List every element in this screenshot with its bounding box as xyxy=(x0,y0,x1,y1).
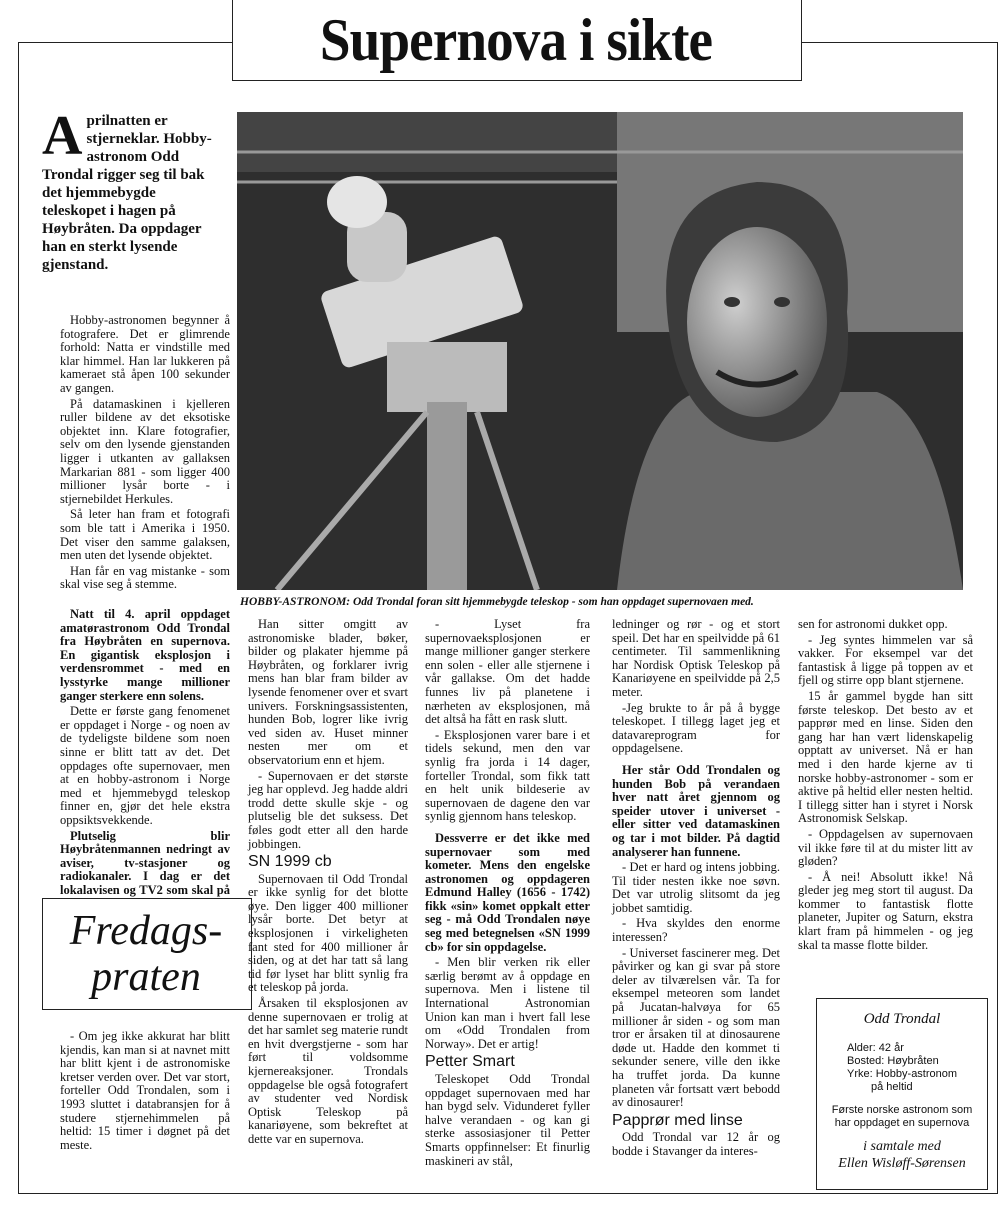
column-1c xyxy=(60,1030,230,1154)
paragraph: Supernovaen til Odd Trondal er ikke synlig for det blotte øye. Den ligger 400 millioner lysår borte. Det betyr at eksplosjonen i virkeligheten fant sted for 400 millioner år siden, og at det har tatt så lang tid før lyset har blitt synlig fra et teleskop på jorda. xyxy=(248,871,408,995)
paragraph: Teleskopet Odd Trondal oppdaget supernovaen med har han bygd selv. Vidunderet fyller halve verandaen - og kan gi sterke assosiasjoner til Petter Smarts oppfinnelser: Et finurlig maskineri av stål, xyxy=(425,1072,590,1168)
paragraph: - Å nei! Absolutt ikke! Nå gleder jeg meg stort til august. Da kommer to fantastisk flotte planeter, Jupiter og Saturn, ekstra klart fram på himmelen - og jeg skal ta masse flotte bilder. xyxy=(798,869,973,952)
headline: Supernova i sikte xyxy=(319,7,713,73)
info-row: Alder: 42 år xyxy=(847,1042,904,1054)
column-1 xyxy=(60,314,230,594)
paragraph: - Oppdagelsen av supernovaen vil ikke føre til at du mister litt av gløden? xyxy=(798,826,973,869)
paragraph: ledninger og rør - og et stort speil. Det har en speilvidde på 61 centimeter. Til sammenlikning har Nordisk Optisk Teleskop på Kanariøyene en speilvidde på 2,5 meter. xyxy=(612,617,780,699)
info-row: Bosted: Høybråten xyxy=(847,1055,939,1067)
lead-paragraph xyxy=(42,105,222,274)
paragraph: - Men blir verken rik eller særlig berømt av å oppdage en supernova. Men i listene til International Astronomian Union kan man i hvert fall lese om «Odd Trondalen from Norway». Det er artig! xyxy=(425,955,590,1051)
paragraph: Her står Odd Trondalen og hunden Bob på verandaen hver natt året gjennom og speider utover i universet - eller sitter ved datamaskinen og tar i mot bilder. På dagtid analyserer han funnene. xyxy=(612,762,780,859)
info-interview xyxy=(817,1138,987,1172)
column-5 xyxy=(798,618,973,954)
column-4 xyxy=(612,618,780,1161)
column-1b xyxy=(60,608,230,913)
paragraph: - Universet fascinerer meg. Det påvirker og kan gi svar på store deler av tilværelsen vår. Ta for eksempel meteoren som landet på Jucatan-halvøya for 65 millioner år siden - og som man tror er årsaken til at dinosaurene døde ut. Hadde den kommet ti sekunder senere, ville den ikke ha truffet jorda. Da kunne planeten vår fortsatt vært bebodd av dinosaurer! xyxy=(612,945,780,1110)
info-row: på heltid xyxy=(871,1081,913,1093)
paragraph: Hobby-astronomen begynner å fotografere. Det er glimrende forhold: Natta er vindstille med klar himmel. Han lar lukkeren på kameraet stå åpen 100 sekunder av gangen. xyxy=(60,313,230,395)
column-3 xyxy=(425,618,590,1170)
paragraph: Så leter han fram et fotografi som ble tatt i Amerika i 1950. Det viser den samme galaksen, men uten det lysende objektet. xyxy=(60,507,230,563)
info-name: Odd Trondal xyxy=(863,1011,941,1027)
fredags-line2: praten xyxy=(91,954,201,1000)
drop-cap: A xyxy=(42,105,83,167)
paragraph: - Eksplosjonen varer bare i et tidels sekund, men den var synlig fra jorda i 14 dager, forteller Trondal, som fikk tatt en helt unik bildeserie av supernovaen de dagene den var synlig gjennom hans teleskop. xyxy=(425,727,590,824)
paragraph: Natt til 4. april oppdaget amatørastronom Odd Trondal fra Høybråten en supernova. En gigantisk eksplosjon i verdensrommet - med en lysstyrke mange millioner ganger sterkere enn solens. xyxy=(60,607,230,703)
info-talk-2: Ellen Wisløff-Sørensen xyxy=(838,1156,966,1171)
paragraph: - Jeg syntes himmelen var så vakker. For eksempel var det fantastisk å ligge på toppen av et fjell og stirre opp blant stjernene. xyxy=(798,632,973,688)
paragraph: Han får en vag mistanke - som skal vise seg å stemme. xyxy=(60,563,230,592)
paragraph: 15 år gammel bygde han sitt første teleskop. Det besto av et papprør med en linse. Siden den gang har han vært lidenskapelig opptatt av universet. Nå er han med i den harde kjerne av ti norske hobby-astronomer - som er aktive på heltid eller nesten heltid. I tillegg sitter han i styret i Norsk Astronomisk Selskap. xyxy=(798,688,973,826)
caption-text: Odd Trondal foran sitt hjemmebygde teleskop - som han oppdaget supernovaen med. xyxy=(350,596,754,608)
paragraph: - Om jeg ikke akkurat har blitt kjendis, kan man si at navnet mitt har blitt kjent i de astronomiske kretser verden over. Det var stort, forteller Odd Trondalen, som i 1993 sluttet i databransjen for å studere stjernehimmelen på heltid: 15 timer i døgnet på det meste. xyxy=(60,1029,230,1152)
paragraph: - Lyset fra supernovaeksplosjonen er mange millioner ganger sterkere enn solen - eller alle stjernene i vår gallakse. Om det hadde funnes liv på planetene i nærheten av eksplosjonen, må det altså ha fått en rask slutt. xyxy=(425,617,590,727)
paragraph: sen for astronomi dukket opp. xyxy=(798,617,948,631)
paragraph: Årsaken til eksplosjonen av denne supernovaen er trolig at det har samlet seg materie rundt en hvit dvergstjerne - som har ført til voldsomme kjernereaksjoner. Trondals oppdagelse ble også fotografert av studenter ved Nordisk Optisk Teleskop på kanariøyene, som bekreftet at dette var en supernova. xyxy=(248,996,409,1146)
caption-label: HOBBY-ASTRONOM: xyxy=(240,596,351,608)
subheading-petter-smart: Petter Smart xyxy=(425,1053,515,1071)
paragraph: Dette er første gang fenomenet er oppdaget i Norge - og noen av de tydeligste bildene som noen sinne er blitt tatt av det. Det oppdages ofte supernovaer, men at en hobby-astronom i Norge med et hjemmebygd teleskop finner en, gjør det hele ekstra oppsiktsvekkende. xyxy=(60,704,230,827)
info-description: Første norske astronom som har oppdaget en supernova xyxy=(831,1104,973,1129)
paragraph: Odd Trondal var 12 år og bodde i Stavanger da interes- xyxy=(612,1130,780,1158)
photo-illustration xyxy=(237,112,963,590)
paragraph: - Supernovaen er det største jeg har opplevd. Jeg hadde aldri trodd dette skulle skje - og plutselig ble det suksess. Det føles godt etter all den harde jobbingen. xyxy=(248,768,408,851)
paragraph: - Det er hard og intens jobbing. Til tider nesten ikke noe søvn. Det var utrolig slitsomt da jeg jobbet samtidig. xyxy=(612,860,780,915)
fredags-line1: Fredags- xyxy=(69,908,223,954)
lead-text: prilnatten er stjerneklar. Hobby-astronom Odd Trondal rigger seg til bak det hjemmebygde teleskopet i hagen på Høybråten. Da oppdager han en sterkt lysende gjenstand. xyxy=(42,113,212,273)
paragraph: -Jeg brukte to år på å bygge teleskopet. I tillegg laget jeg et datavareprogram for oppdagelsene. xyxy=(612,700,780,756)
info-talk-1: i samtale med xyxy=(863,1139,941,1154)
photo-astronom-telescope xyxy=(237,112,963,590)
subheading-papprør: Papprør med linse xyxy=(612,1111,743,1129)
paragraph: Plutselig blir Høybråtenmannen nedringt av aviser, tv-stasjoner og radiokanaler. I dag er det lokalavisen og TV2 som skal på xyxy=(60,828,230,897)
photo-caption xyxy=(240,596,960,608)
info-facts xyxy=(847,1042,987,1094)
fredagspraten-logo xyxy=(42,908,250,1000)
paragraph: Dessverre er det ikke med supernovaer som med kometer. Mens den engelske astronomen og oppdageren Edmund Halley (1656 - 1742) fikk «sin» komet oppkalt etter seg - må Odd Trondalen nøye seg med betegnelsen «SN 1999 cb» for sin oppdagelse. xyxy=(425,830,590,954)
info-box xyxy=(816,998,988,1190)
paragraph: - Hva skyldes den enorme interessen? xyxy=(612,916,780,945)
info-row: Yrke: Hobby-astronom xyxy=(847,1068,958,1080)
subheading-sn1999cb: SN 1999 cb xyxy=(248,853,332,871)
paragraph: Han sitter omgitt av astronomiske blader, bøker, bilder og plakater hjemme på Høybråten, og forklarer ivrig mens han blar fram bilder av lysende fenomener over et svart univers. Forskningsassistenten, hunden Bob, logrer like ivrig ved siden av. Huset minner nesten mer om et observatorium enn et hjem. xyxy=(248,617,408,767)
column-2 xyxy=(248,618,408,1149)
paragraph: På datamaskinen i kjelleren ruller bildene av det eksotiske objektet inn. Klare fotografier, selv om den lysende gjenstanden ligger i utkanten av gallaksen Markarian 881 - som ligger 400 millioner lysår borte - i stjernebildet Herkules. xyxy=(60,396,230,506)
